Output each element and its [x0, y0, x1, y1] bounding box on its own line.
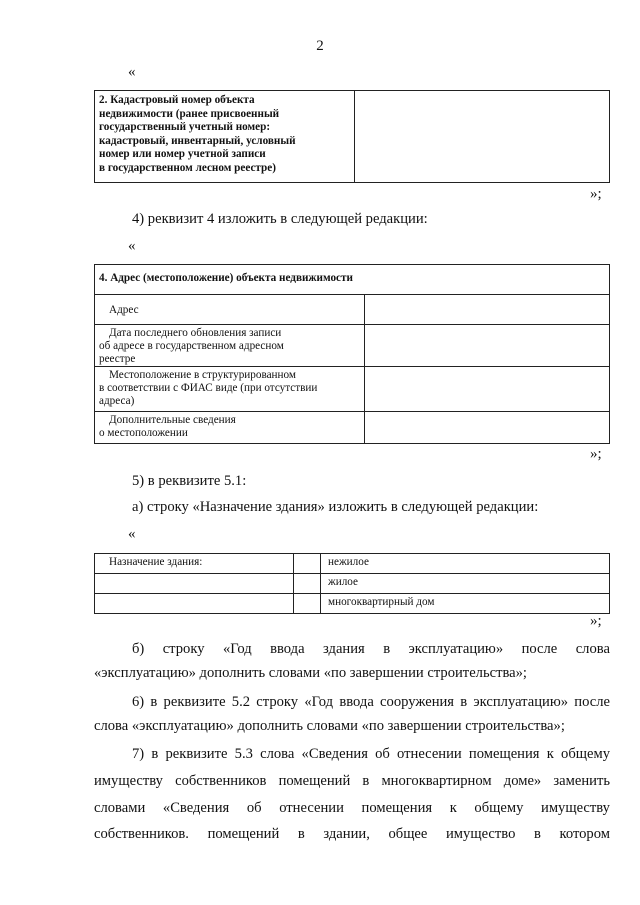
- label-line: об адресе в государственном адресном: [99, 340, 284, 352]
- item-7-line-4: [94, 826, 610, 843]
- address-table: [94, 264, 610, 444]
- word: в: [362, 773, 370, 789]
- word: после: [521, 641, 558, 657]
- opening-quote: «: [128, 526, 136, 542]
- word: многоквартирном: [381, 773, 492, 789]
- item-5b-line-1: [132, 641, 610, 658]
- additional-location-row-label: [95, 412, 365, 444]
- word: «Год: [222, 641, 252, 657]
- word: 7): [132, 746, 145, 762]
- update-date-row-value: [365, 325, 610, 367]
- option-checkbox-residential[interactable]: [294, 574, 321, 594]
- label-line: в соответствии с ФИАС виде (при отсутствии: [99, 382, 318, 394]
- item-5a-text: а) строку «Назначение здания» изложить в следующей редакции:: [132, 499, 539, 515]
- word: помещения: [361, 800, 433, 816]
- word: помещений: [207, 826, 280, 842]
- word: словами: [94, 800, 146, 816]
- building-purpose-table: [94, 553, 610, 614]
- word: в реквизите 5.2 строку «Год ввода сооружения в эксплуатацию»: [150, 694, 569, 710]
- word: в: [383, 641, 391, 657]
- item-5b-line-2: «эксплуатацию» дополнить словами «по завершении строительства»;: [94, 665, 527, 681]
- word: собственников.: [94, 826, 189, 842]
- fias-location-row-label: [95, 367, 365, 412]
- opening-quote: «: [128, 64, 136, 80]
- word: 6): [132, 694, 145, 710]
- item-7-line-2: [94, 773, 610, 790]
- word: здания: [323, 641, 365, 657]
- word: доме»: [503, 773, 542, 789]
- closing-quote: »;: [590, 446, 602, 462]
- label-line: недвижимости (ранее присвоенный: [99, 107, 280, 120]
- item-5-text: 5) в реквизите 5.1:: [132, 473, 247, 489]
- word: имуществу: [94, 773, 163, 789]
- label-line: реестре: [99, 353, 136, 365]
- label-line: Адрес: [109, 304, 139, 316]
- item-6-line-1: [132, 694, 610, 711]
- empty-cell: [95, 594, 294, 614]
- label-line: в государственном лесном реестре): [99, 161, 276, 174]
- word: помещений: [278, 773, 351, 789]
- label-line: Местоположение в структурированном: [109, 369, 296, 381]
- label-line: Дата последнего обновления записи: [109, 327, 282, 339]
- opening-quote: «: [128, 238, 136, 254]
- option-apartment-building: многоквартирный дом: [321, 594, 610, 614]
- word: после: [574, 694, 610, 710]
- item-6-line-2: слова «эксплуатацию» дополнить словами «по завершении строительства»;: [94, 718, 565, 734]
- word: эксплуатацию»: [408, 641, 504, 657]
- label-line: кадастровый, инвентарный, условный: [99, 134, 296, 147]
- option-checkbox-apartment-building[interactable]: [294, 594, 321, 614]
- address-row-value: [365, 295, 610, 325]
- word: в: [297, 826, 305, 842]
- word: б) строку: [132, 641, 205, 657]
- page-number: 2: [316, 38, 324, 54]
- label-line: 2. Кадастровый номер объекта: [99, 94, 255, 106]
- label-line: номер или номер учетной записи: [99, 148, 266, 161]
- word: к: [449, 800, 457, 816]
- option-nonresidential: нежилое: [321, 554, 610, 574]
- label-line: государственный учетный номер:: [99, 121, 271, 134]
- word: отнесении: [279, 800, 344, 816]
- word: «Сведения: [162, 800, 230, 816]
- label-line: о местоположении: [99, 427, 188, 439]
- empty-cell: [95, 574, 294, 594]
- item-7-line-3: [94, 800, 610, 817]
- word: слова: [575, 641, 610, 657]
- option-checkbox-nonresidential[interactable]: [294, 554, 321, 574]
- address-row-label: [95, 295, 365, 325]
- closing-quote: »;: [590, 613, 602, 629]
- word: об: [246, 800, 262, 816]
- word: общему: [474, 800, 524, 816]
- word: имуществу: [541, 800, 610, 816]
- word: котором: [559, 826, 610, 842]
- fias-location-row-value: [365, 367, 610, 412]
- word: собственников: [175, 773, 267, 789]
- closing-quote: »;: [590, 186, 602, 202]
- cadastral-number-table: [94, 90, 610, 183]
- word: здании,: [323, 826, 370, 842]
- address-table-header: 4. Адрес (местоположение) объекта недвижимости: [95, 265, 610, 295]
- label-line: адреса): [99, 395, 135, 407]
- update-date-row-label: [95, 325, 365, 367]
- item-4-text: 4) реквизит 4 изложить в следующей редакции:: [132, 211, 428, 227]
- word: ввода: [270, 641, 305, 657]
- building-purpose-label: Назначение здания:: [95, 554, 294, 574]
- label-line: Дополнительные сведения: [109, 414, 236, 426]
- word: заменить: [553, 773, 610, 789]
- word: в реквизите 5.3 слова «Сведения об отнесении помещения к общему: [151, 746, 610, 762]
- word: общее: [388, 826, 428, 842]
- word: имущество: [446, 826, 516, 842]
- word: в: [533, 826, 541, 842]
- cadastral-number-label: [95, 91, 355, 183]
- additional-location-row-value: [365, 412, 610, 444]
- option-residential: жилое: [321, 574, 610, 594]
- cadastral-number-value: [355, 91, 610, 183]
- item-7-line-1: [132, 746, 610, 763]
